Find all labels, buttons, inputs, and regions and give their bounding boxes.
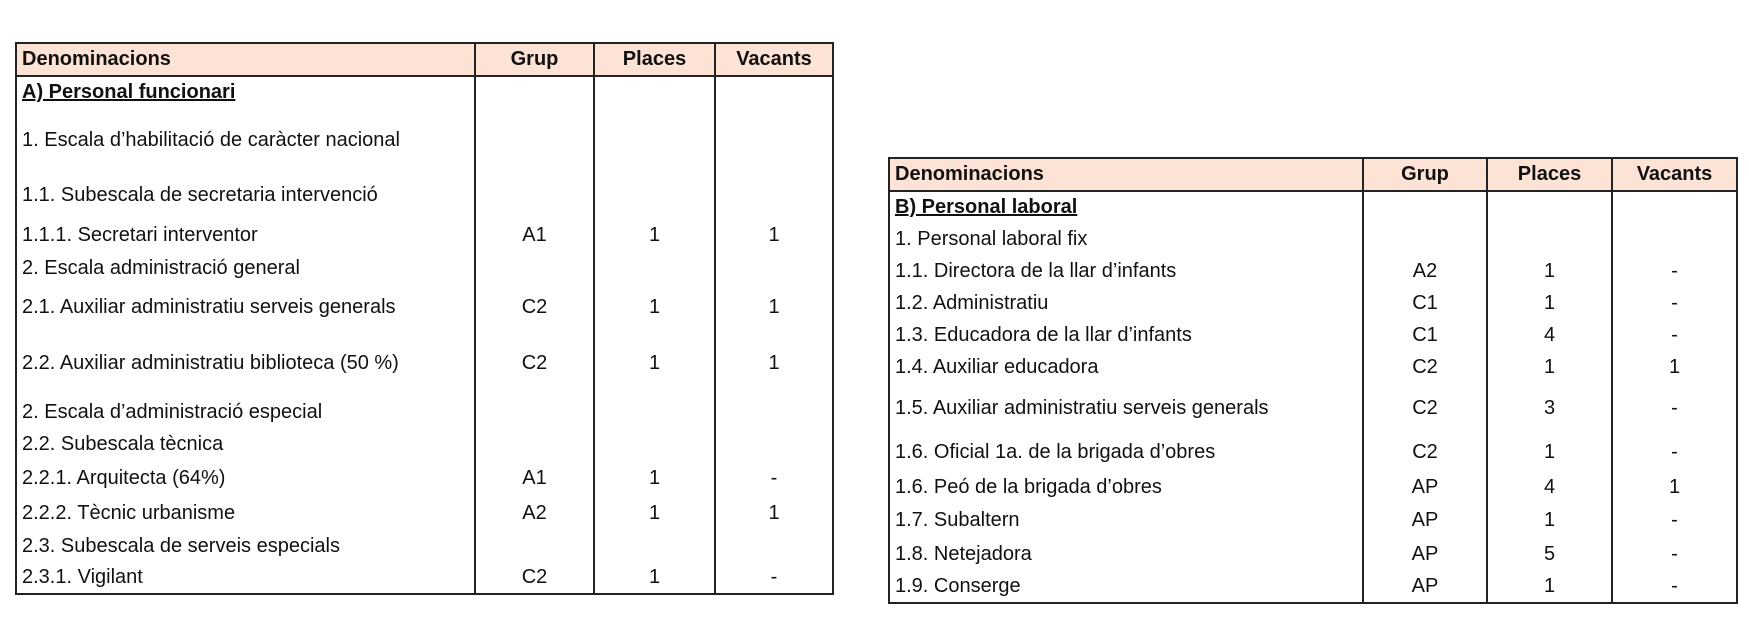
table-row <box>889 471 1737 503</box>
cell-denominacio: 1.2. Administratiu <box>889 287 1363 319</box>
cell-grup: AP <box>1363 537 1487 571</box>
cell-vacants: 1 <box>715 284 833 330</box>
cell-denominacio: 2.2. Subescala tècnica <box>16 428 475 460</box>
table-row <box>16 172 833 218</box>
cell-vacants: - <box>1612 255 1737 287</box>
cell-places <box>594 396 715 428</box>
cell-denominacio: 1.5. Auxiliar administratiu serveis generals <box>889 383 1363 433</box>
cell-grup: AP <box>1363 503 1487 537</box>
cell-denominacio: 1.7. Subaltern <box>889 503 1363 537</box>
cell-grup <box>475 172 594 218</box>
header-grup: Grup <box>475 43 594 76</box>
cell-grup: C2 <box>475 284 594 330</box>
cell-places <box>594 252 715 284</box>
cell-places: 1 <box>594 330 715 396</box>
cell-places <box>594 76 715 108</box>
cell-places: 1 <box>594 284 715 330</box>
cell-vacants <box>715 530 833 562</box>
header-row <box>889 158 1737 191</box>
cell-places <box>594 530 715 562</box>
table-row <box>16 252 833 284</box>
cell-places: 1 <box>1487 287 1612 319</box>
cell-denominacio: 1.1. Subescala de secretaria intervenció <box>16 172 475 218</box>
table-row <box>889 255 1737 287</box>
cell-denominacio: 1.4. Auxiliar educadora <box>889 351 1363 383</box>
cell-places: 5 <box>1487 537 1612 571</box>
cell-denominacio: 2. Escala d’administració especial <box>16 396 475 428</box>
personal-laboral-table <box>888 157 1738 604</box>
table-row <box>889 503 1737 537</box>
cell-denominacio: 2.2.2. Tècnic urbanisme <box>16 496 475 530</box>
cell-places: 1 <box>1487 433 1612 471</box>
cell-places: 1 <box>1487 351 1612 383</box>
personal-funcionari-table <box>15 42 834 595</box>
table-row <box>889 537 1737 571</box>
cell-grup: C2 <box>1363 433 1487 471</box>
cell-denominacio: 2. Escala administració general <box>16 252 475 284</box>
cell-vacants <box>715 76 833 108</box>
cell-grup: A2 <box>1363 255 1487 287</box>
cell-grup: C2 <box>475 330 594 396</box>
cell-vacants: 1 <box>715 330 833 396</box>
cell-denominacio: 1.8. Netejadora <box>889 537 1363 571</box>
cell-grup: A1 <box>475 218 594 252</box>
cell-vacants <box>715 252 833 284</box>
cell-vacants: - <box>1612 503 1737 537</box>
cell-vacants: 1 <box>1612 471 1737 503</box>
table-row <box>889 319 1737 351</box>
header-vacants: Vacants <box>715 43 833 76</box>
cell-places: 1 <box>594 218 715 252</box>
table-row <box>16 460 833 496</box>
cell-grup <box>1363 223 1487 255</box>
table-row <box>16 284 833 330</box>
cell-places <box>1487 223 1612 255</box>
cell-places: 4 <box>1487 471 1612 503</box>
cell-grup: C2 <box>475 562 594 594</box>
cell-places <box>594 428 715 460</box>
cell-places: 1 <box>1487 255 1612 287</box>
cell-vacants: - <box>1612 571 1737 603</box>
cell-grup <box>475 428 594 460</box>
table-row <box>16 76 833 108</box>
cell-denominacio: 1.3. Educadora de la llar d’infants <box>889 319 1363 351</box>
cell-grup <box>475 108 594 172</box>
cell-vacants: 1 <box>1612 351 1737 383</box>
cell-vacants <box>1612 223 1737 255</box>
cell-places <box>594 108 715 172</box>
cell-grup: A2 <box>475 496 594 530</box>
cell-denominacio: 2.2.1. Arquitecta (64%) <box>16 460 475 496</box>
table-row <box>16 218 833 252</box>
cell-vacants: 1 <box>715 218 833 252</box>
cell-vacants: - <box>1612 383 1737 433</box>
table-row <box>16 396 833 428</box>
cell-vacants <box>715 428 833 460</box>
table-row <box>16 330 833 396</box>
cell-vacants <box>715 108 833 172</box>
cell-places: 1 <box>594 562 715 594</box>
header-places: Places <box>594 43 715 76</box>
cell-denominacio: 1.9. Conserge <box>889 571 1363 603</box>
cell-places <box>594 172 715 218</box>
cell-grup: C2 <box>1363 383 1487 433</box>
cell-vacants <box>715 396 833 428</box>
section-title: B) Personal laboral <box>889 191 1363 223</box>
header-denominacions: Denominacions <box>889 158 1363 191</box>
cell-vacants: - <box>1612 319 1737 351</box>
cell-places: 1 <box>594 496 715 530</box>
cell-grup: C1 <box>1363 319 1487 351</box>
table-row <box>16 496 833 530</box>
cell-denominacio: 1.6. Oficial 1a. de la brigada d’obres <box>889 433 1363 471</box>
cell-denominacio: 1. Personal laboral fix <box>889 223 1363 255</box>
cell-places: 1 <box>594 460 715 496</box>
cell-places: 4 <box>1487 319 1612 351</box>
cell-denominacio: 1. Escala d’habilitació de caràcter nacional <box>16 108 475 172</box>
cell-grup <box>475 252 594 284</box>
cell-denominacio: 1.1. Directora de la llar d’infants <box>889 255 1363 287</box>
table-row <box>889 223 1737 255</box>
cell-vacants: - <box>715 562 833 594</box>
cell-denominacio: 2.1. Auxiliar administratiu serveis generals <box>16 284 475 330</box>
header-grup: Grup <box>1363 158 1487 191</box>
cell-grup: A1 <box>475 460 594 496</box>
cell-places: 1 <box>1487 571 1612 603</box>
cell-grup: C1 <box>1363 287 1487 319</box>
cell-vacants: 1 <box>715 496 833 530</box>
cell-vacants: - <box>715 460 833 496</box>
cell-denominacio: 1.1.1. Secretari interventor <box>16 218 475 252</box>
cell-grup: C2 <box>1363 351 1487 383</box>
cell-grup: AP <box>1363 471 1487 503</box>
table-row <box>889 571 1737 603</box>
header-denominacions: Denominacions <box>16 43 475 76</box>
cell-grup <box>475 76 594 108</box>
table-row <box>16 428 833 460</box>
cell-grup <box>1363 191 1487 223</box>
cell-denominacio: 2.2. Auxiliar administratiu biblioteca (50 %) <box>16 330 475 396</box>
header-vacants: Vacants <box>1612 158 1737 191</box>
cell-places: 3 <box>1487 383 1612 433</box>
cell-vacants: - <box>1612 537 1737 571</box>
section-title: A) Personal funcionari <box>16 76 475 108</box>
cell-places: 1 <box>1487 503 1612 537</box>
cell-denominacio: 1.6. Peó de la brigada d’obres <box>889 471 1363 503</box>
cell-vacants <box>715 172 833 218</box>
table-row <box>16 530 833 562</box>
cell-denominacio: 2.3.1. Vigilant <box>16 562 475 594</box>
cell-places <box>1487 191 1612 223</box>
cell-vacants: - <box>1612 433 1737 471</box>
cell-grup <box>475 396 594 428</box>
table-row <box>889 433 1737 471</box>
header-row <box>16 43 833 76</box>
table-row <box>16 562 833 594</box>
header-places: Places <box>1487 158 1612 191</box>
table-row <box>889 383 1737 433</box>
table-row <box>889 287 1737 319</box>
cell-denominacio: 2.3. Subescala de serveis especials <box>16 530 475 562</box>
cell-grup: AP <box>1363 571 1487 603</box>
cell-vacants <box>1612 191 1737 223</box>
cell-grup <box>475 530 594 562</box>
table-row <box>889 351 1737 383</box>
table-row <box>889 191 1737 223</box>
cell-vacants: - <box>1612 287 1737 319</box>
table-row <box>16 108 833 172</box>
